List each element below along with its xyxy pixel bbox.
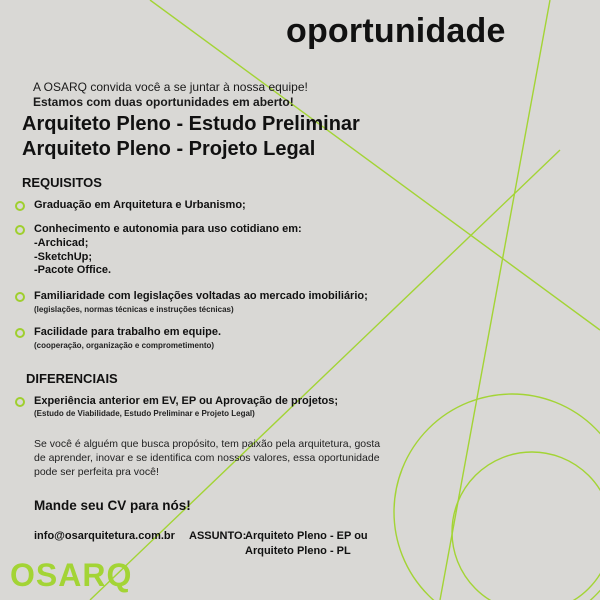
deco-circle-small [452, 452, 600, 600]
software-item: -SketchUp; [34, 251, 93, 263]
diferencial-detail: (Estudo de Viabilidade, Estudo Preliminar e Projeto Legal) [34, 409, 255, 418]
cta-text: Mande seu CV para nós! [34, 498, 191, 513]
diferenciais-heading: DIFERENCIAIS [26, 371, 118, 386]
contact-email[interactable]: info@osarquitetura.com.br [34, 530, 175, 542]
deco-circle-large [394, 394, 600, 600]
requisito-item: Familiaridade com legislações voltadas ao mercado imobiliário; [34, 290, 368, 302]
software-item: -Pacote Office. [34, 264, 112, 276]
software-item: -Archicad; [34, 237, 89, 249]
deco-steep-line [440, 0, 550, 600]
headline: oportunidade [286, 12, 506, 50]
bullet-icon [15, 201, 25, 211]
closing-text: Se você é alguém que busca propósito, tem paixão pela arquitetura, gosta [34, 438, 381, 450]
role-title-ep: Arquiteto Pleno - Estudo Preliminar [22, 113, 360, 135]
bullet-icon [15, 225, 25, 235]
requisito-item: Conhecimento e autonomia para uso cotidiano em: [34, 223, 302, 235]
osarq-logo: OSARQ [10, 557, 133, 593]
intro-highlight: Estamos com duas oportunidades em aberto! [33, 95, 294, 109]
diferencial-item: Experiência anterior em EV, EP ou Aprovação de projetos; [34, 395, 339, 407]
requisito-detail: (cooperação, organização e comprometimento) [34, 341, 215, 350]
requisito-item: Facilidade para trabalho em equipe. [34, 326, 222, 338]
bullet-icon [15, 397, 25, 407]
closing-text: pode ser perfeita pra você! [34, 466, 159, 478]
subject-value: Arquiteto Pleno - PL [245, 545, 351, 557]
requisitos-heading: REQUISITOS [22, 175, 102, 190]
subject-label: ASSUNTO: [189, 530, 247, 542]
bullet-icon [15, 292, 25, 302]
requisito-detail: (legislações, normas técnicas e instruções técnicas) [34, 305, 234, 314]
subject-value: Arquiteto Pleno - EP ou [245, 530, 368, 542]
requisito-item: Graduação em Arquitetura e Urbanismo; [34, 199, 246, 211]
bullet-icon [15, 328, 25, 338]
closing-text: de aprender, inovar e se identifica com nossos valores, essa oportunidade [34, 452, 380, 464]
role-title-pl: Arquiteto Pleno - Projeto Legal [22, 138, 316, 160]
intro-text: A OSARQ convida você a se juntar à nossa equipe! [33, 80, 308, 94]
